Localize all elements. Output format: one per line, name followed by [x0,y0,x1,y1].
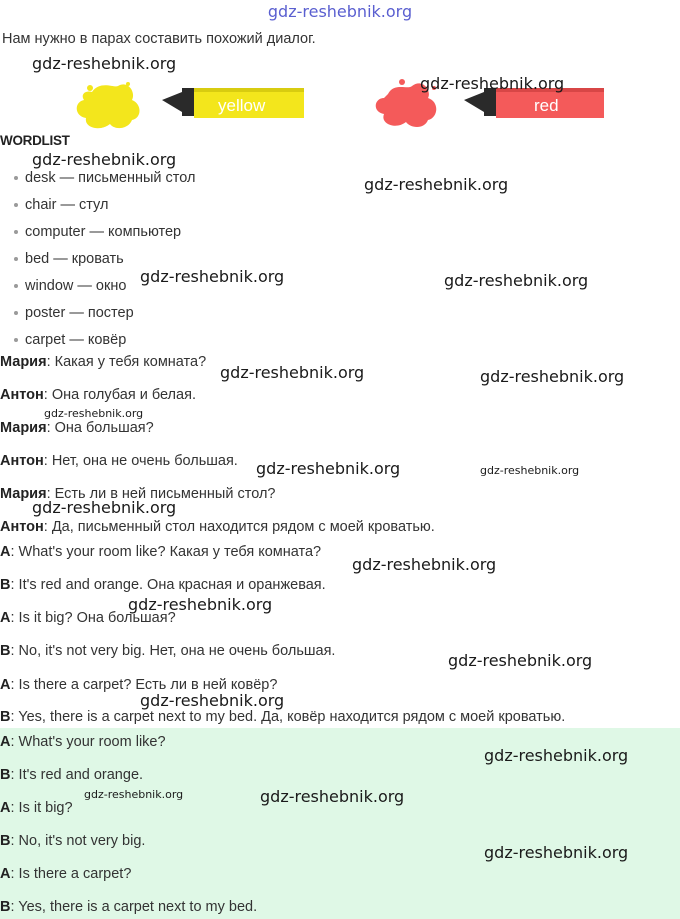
dialog-line: B: Yes, there is a carpet next to my bed. [0,899,258,915]
dialog-line: Антон: Да, письменный стол находится рядом с моей кроватью. [0,519,435,535]
watermark: gdz-reshebnik.org [44,407,144,420]
yellow-marker-illustration [70,78,310,134]
watermark: gdz-reshebnik.org [480,367,625,386]
intro-text: Нам нужно в парах составить похожий диалог. [2,31,316,47]
watermark: gdz-reshebnik.org [32,498,177,517]
red-marker-label: red [534,96,559,115]
dialog-line: B: Yes, there is a carpet next to my bed. Да, ковёр находится рядом с моей кроватью. [0,709,566,725]
dialog-line: A: Is it big? [0,800,73,816]
watermark: gdz-reshebnik.org [420,74,565,93]
wordlist-item: computer — компьютер [14,224,181,240]
watermark: gdz-reshebnik.org [364,175,509,194]
watermark: gdz-reshebnik.org [484,746,629,765]
dialog-line: B: It's red and orange. Она красная и оранжевая. [0,577,326,593]
bullet-icon [14,338,18,342]
dialog-line: Мария: Она большая? [0,420,154,436]
watermark: gdz-reshebnik.org [32,150,177,169]
wordlist-item: bed — кровать [14,251,124,267]
dialog-line: Мария: Есть ли в ней письменный стол? [0,486,276,502]
dialog-line: A: What's your room like? [0,734,166,750]
dialog-line: B: No, it's not very big. [0,833,146,849]
watermark: gdz-reshebnik.org [140,691,285,710]
dialog-line: A: Is there a carpet? Есть ли в ней ковёр? [0,677,278,693]
wordlist-item: chair — стул [14,197,108,213]
watermark: gdz-reshebnik.org [84,788,184,801]
watermark: gdz-reshebnik.org [128,595,273,614]
watermark: gdz-reshebnik.org [484,843,629,862]
watermark: gdz-reshebnik.org [480,464,580,477]
dialog-line: A: Is it big? Она большая? [0,610,176,626]
watermark: gdz-reshebnik.org [220,363,365,382]
watermark: gdz-reshebnik.org [444,271,589,290]
watermark: gdz-reshebnik.org [256,459,401,478]
dialog-line: B: It's red and orange. [0,767,144,783]
wordlist-item: carpet — ковёр [14,332,126,348]
bullet-icon [14,203,18,207]
watermark: gdz-reshebnik.org [448,651,593,670]
dialog-line: Мария: Какая у тебя комната? [0,354,207,370]
wordlist-item: poster — постер [14,305,134,321]
bullet-icon [14,176,18,180]
dialog-line: A: Is there a carpet? [0,866,132,882]
dialog-line: Антон: Нет, она не очень большая. [0,453,238,469]
bullet-icon [14,230,18,234]
bullet-icon [14,257,18,261]
wordlist-item: desk — письменный стол [14,170,195,186]
bullet-icon [14,311,18,315]
yellow-marker-label: yellow [218,96,266,115]
watermark: gdz-reshebnik.org [32,54,177,73]
site-header[interactable]: gdz-reshebnik.org [267,2,413,21]
dialog-line: B: No, it's not very big. Нет, она не очень большая. [0,643,336,659]
watermark: gdz-reshebnik.org [140,267,285,286]
dialog-line: A: What's your room like? Какая у тебя комната? [0,544,322,560]
watermark: gdz-reshebnik.org [352,555,497,574]
wordlist-heading: WORDLIST [0,133,70,148]
bullet-icon [14,284,18,288]
dialog-line: Антон: Она голубая и белая. [0,387,196,403]
watermark: gdz-reshebnik.org [260,787,405,806]
wordlist-item: window — окно [14,278,126,294]
